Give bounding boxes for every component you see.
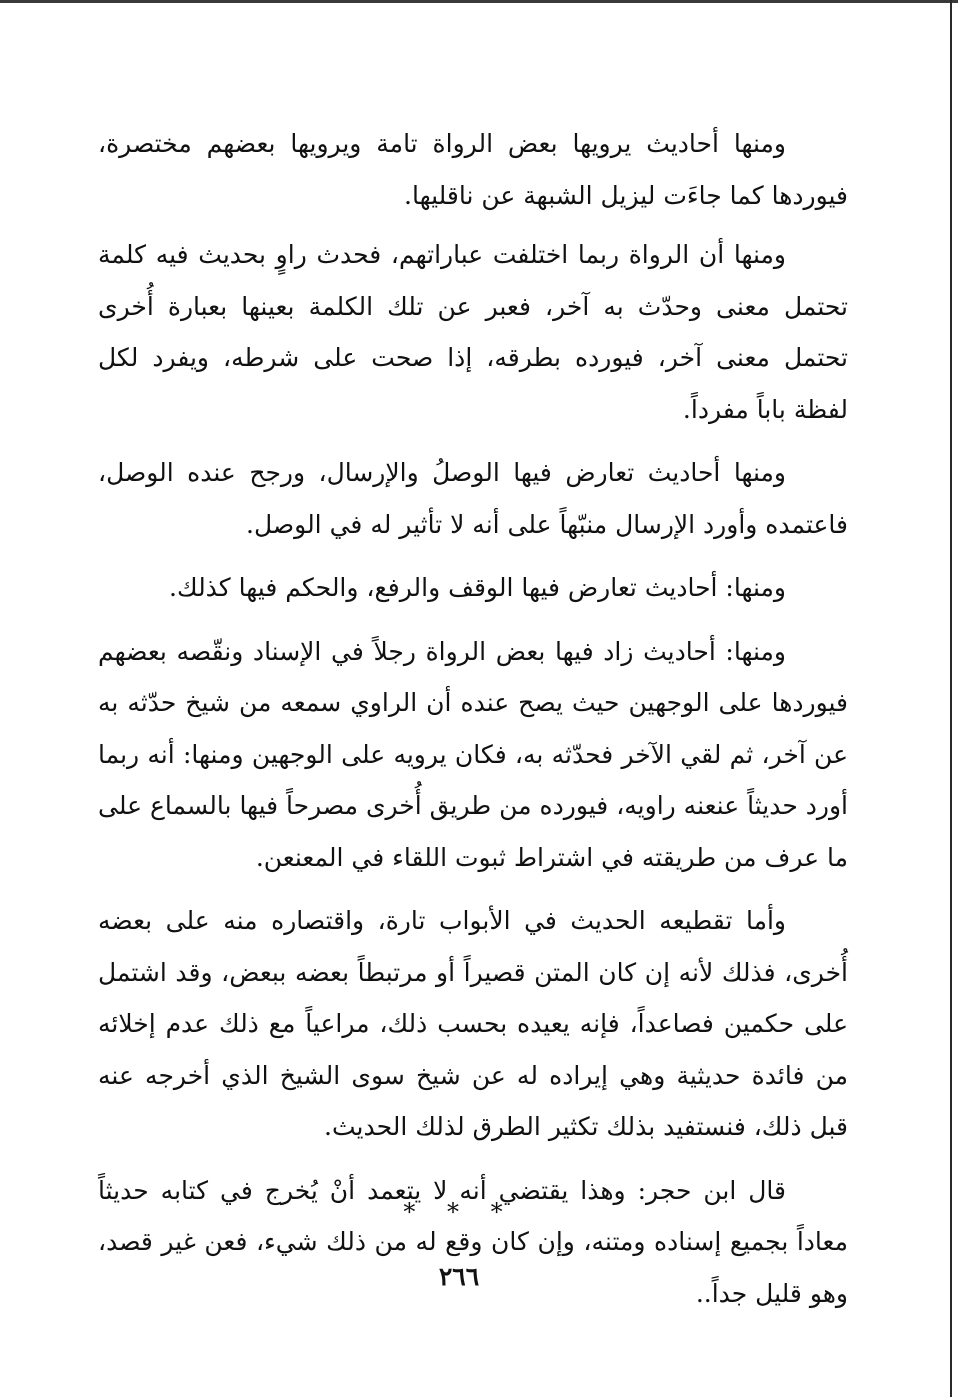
paragraph-ibn-hajar-quote: قال ابن حجر: وهذا يقتضي أنه لا يتعمد أنْ يُخرج في كتابه حديثاً معاداً بجميع إسناده ومتنه، وإن كان وقع له من ذلك شيء، فعن غير قصد، وهو قليل جداً.. bbox=[98, 1175, 848, 1308]
paragraph-mawquf-vs-marfu: ومنها: أحاديث تعارض فيها الوقف والرفع، والحكم فيها كذلك. bbox=[169, 573, 786, 602]
paragraph-differing-wording: ومنها أن الرواة ربما اختلفت عباراتهم، فحدث راوٍ بحديث فيه كلمة تحتمل معنى وحدّث به آخر، فعبر عن تلك الكلمة بعينها بعبارة أُخرى تحتمل معنى آخر، فيورده بطرقه، إذا صحت على شرطه، ويفرد لكل لفظة باباً مفرداً. bbox=[98, 240, 848, 424]
paragraph-connection-vs-mursal: ومنها أحاديث تعارض فيها الوصلُ والإرسال، ورجح عنده الوصل، فاعتمده وأورد الإرسال منبّهاً على أنه لا تأثير له في الوصل. bbox=[98, 458, 848, 539]
page-top-edge bbox=[0, 0, 958, 3]
paragraph-abridged-hadith: ومنها أحاديث يرويها بعض الرواة تامة ويرويها بعضهم مختصرة، فيوردها كما جاءَت ليزيل الشبهة عن ناقليها. bbox=[98, 129, 848, 210]
page-body-text bbox=[98, 118, 848, 1319]
page-number: ٢٦٦ bbox=[438, 1262, 480, 1291]
page-binding-edge bbox=[950, 0, 952, 1397]
section-separator: * * * bbox=[403, 1198, 515, 1226]
paragraph-splitting-hadith: وأما تقطيعه الحديث في الأبواب تارة، واقتصاره منه على بعضه أُخرى، فذلك لأنه إن كان المتن قصيراً أو مرتبطاً بعضه ببعض، وقد اشتمل على حكمين فصاعداً، فإنه يعيده بحسب ذلك، مراعياً مع ذلك عدم إخلائه من فائدة حديثية وهي إيراده له عن شيخ سوى الشيخ الذي أخرجه عنه قبل ذلك، فنستفيد بذلك تكثير الطرق لذلك الحديث. bbox=[98, 906, 848, 1141]
paragraph-added-narrator: ومنها: أحاديث زاد فيها بعض الرواة رجلاً في الإسناد ونقّصه بعضهم فيوردها على الوجهين حيث يصح عنده أن الراوي سمعه من شيخ حدّثه به عن آخر، ثم لقي الآخر فحدّثه به، فكان يرويه على الوجهين ومنها: أنه ربما أورد حديثاً عنعنه راويه، فيورده من طريق أُخرى مصرحاً فيها بالسماع على ما عرف من طريقته في اشتراط ثبوت اللقاء في المعنعن. bbox=[98, 636, 848, 872]
